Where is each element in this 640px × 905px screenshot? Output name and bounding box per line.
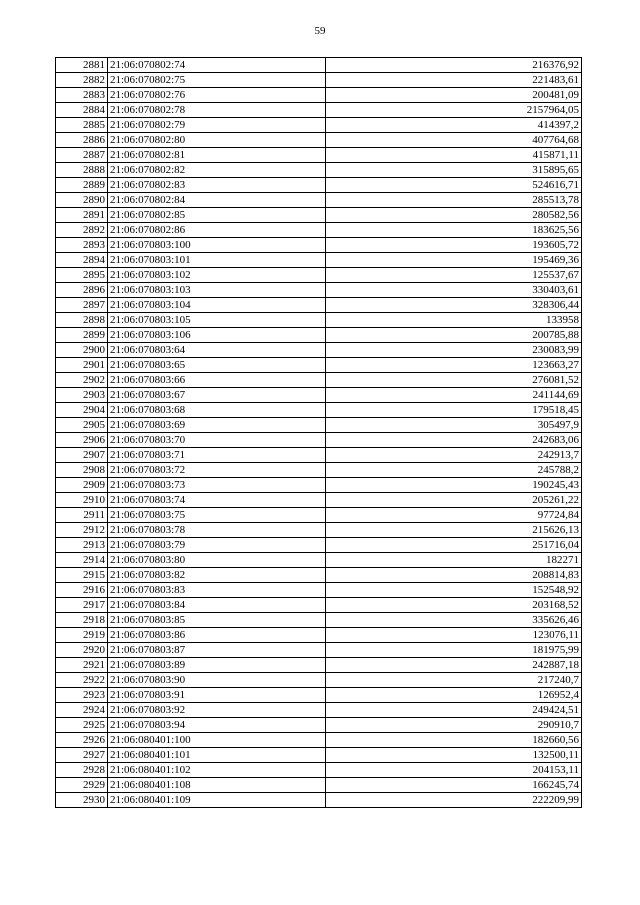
- cadastral-number-cell: 21:06:070803:72: [108, 463, 326, 478]
- table-row: [56, 478, 582, 493]
- row-number-cell: 2920: [56, 643, 108, 658]
- cadastral-number-cell: 21:06:070803:104: [108, 298, 326, 313]
- table-row: [56, 343, 582, 358]
- cadastral-number-cell: 21:06:070803:82: [108, 568, 326, 583]
- table-row: [56, 538, 582, 553]
- cadastral-value-cell: 305497,9: [326, 418, 582, 433]
- row-number-cell: 2928: [56, 763, 108, 778]
- row-number-cell: 2926: [56, 733, 108, 748]
- row-number-cell: 2917: [56, 598, 108, 613]
- cadastral-value-cell: 204153,11: [326, 763, 582, 778]
- cadastral-value-cell: 285513,78: [326, 193, 582, 208]
- cadastral-number-cell: 21:06:070803:65: [108, 358, 326, 373]
- cadastral-value-cell: 328306,44: [326, 298, 582, 313]
- cadastral-value-cell: 280582,56: [326, 208, 582, 223]
- cadastral-value-cell: 276081,52: [326, 373, 582, 388]
- cadastral-value-table: [55, 57, 582, 808]
- table-row: [56, 688, 582, 703]
- table-row: [56, 328, 582, 343]
- cadastral-value-cell: 190245,43: [326, 478, 582, 493]
- row-number-cell: 2924: [56, 703, 108, 718]
- cadastral-value-cell: 166245,74: [326, 778, 582, 793]
- cadastral-value-cell: 414397,2: [326, 118, 582, 133]
- row-number-cell: 2888: [56, 163, 108, 178]
- row-number-cell: 2899: [56, 328, 108, 343]
- cadastral-number-cell: 21:06:070802:86: [108, 223, 326, 238]
- table-row: [56, 88, 582, 103]
- cadastral-value-cell: 215626,13: [326, 523, 582, 538]
- cadastral-number-cell: 21:06:070802:80: [108, 133, 326, 148]
- row-number-cell: 2884: [56, 103, 108, 118]
- table-row: [56, 253, 582, 268]
- row-number-cell: 2883: [56, 88, 108, 103]
- row-number-cell: 2911: [56, 508, 108, 523]
- row-number-cell: 2905: [56, 418, 108, 433]
- table-row: [56, 448, 582, 463]
- cadastral-number-cell: 21:06:070803:85: [108, 613, 326, 628]
- row-number-cell: 2893: [56, 238, 108, 253]
- row-number-cell: 2906: [56, 433, 108, 448]
- cadastral-number-cell: 21:06:070803:103: [108, 283, 326, 298]
- row-number-cell: 2925: [56, 718, 108, 733]
- table-body: [56, 58, 582, 808]
- cadastral-number-cell: 21:06:070803:73: [108, 478, 326, 493]
- table-row: [56, 703, 582, 718]
- table-row: [56, 73, 582, 88]
- table-row: [56, 223, 582, 238]
- cadastral-value-cell: 179518,45: [326, 403, 582, 418]
- table-row: [56, 643, 582, 658]
- cadastral-number-cell: 21:06:070803:102: [108, 268, 326, 283]
- cadastral-number-cell: 21:06:070802:82: [108, 163, 326, 178]
- table-row: [56, 673, 582, 688]
- table-row: [56, 793, 582, 808]
- row-number-cell: 2898: [56, 313, 108, 328]
- cadastral-number-cell: 21:06:070802:85: [108, 208, 326, 223]
- table-row: [56, 733, 582, 748]
- row-number-cell: 2916: [56, 583, 108, 598]
- table-row: [56, 103, 582, 118]
- row-number-cell: 2912: [56, 523, 108, 538]
- row-number-cell: 2914: [56, 553, 108, 568]
- cadastral-number-cell: 21:06:070803:69: [108, 418, 326, 433]
- cadastral-number-cell: 21:06:070803:101: [108, 253, 326, 268]
- row-number-cell: 2903: [56, 388, 108, 403]
- cadastral-value-cell: 290910,7: [326, 718, 582, 733]
- cadastral-number-cell: 21:06:070803:67: [108, 388, 326, 403]
- cadastral-value-cell: 242913,7: [326, 448, 582, 463]
- row-number-cell: 2907: [56, 448, 108, 463]
- row-number-cell: 2901: [56, 358, 108, 373]
- table-row: [56, 373, 582, 388]
- cadastral-value-cell: 407764,68: [326, 133, 582, 148]
- cadastral-number-cell: 21:06:080401:102: [108, 763, 326, 778]
- row-number-cell: 2918: [56, 613, 108, 628]
- cadastral-value-cell: 133958: [326, 313, 582, 328]
- row-number-cell: 2921: [56, 658, 108, 673]
- table-row: [56, 193, 582, 208]
- cadastral-value-cell: 152548,92: [326, 583, 582, 598]
- cadastral-number-cell: 21:06:080401:101: [108, 748, 326, 763]
- table-row: [56, 718, 582, 733]
- table-row: [56, 178, 582, 193]
- cadastral-number-cell: 21:06:070803:74: [108, 493, 326, 508]
- cadastral-value-cell: 217240,7: [326, 673, 582, 688]
- row-number-cell: 2919: [56, 628, 108, 643]
- table-row: [56, 763, 582, 778]
- row-number-cell: 2887: [56, 148, 108, 163]
- cadastral-value-cell: 181975,99: [326, 643, 582, 658]
- cadastral-value-cell: 222209,99: [326, 793, 582, 808]
- cadastral-number-cell: 21:06:070803:94: [108, 718, 326, 733]
- row-number-cell: 2882: [56, 73, 108, 88]
- table-row: [56, 403, 582, 418]
- cadastral-value-cell: 193605,72: [326, 238, 582, 253]
- cadastral-number-cell: 21:06:070803:80: [108, 553, 326, 568]
- page-number: 59: [314, 25, 326, 37]
- cadastral-number-cell: 21:06:080401:109: [108, 793, 326, 808]
- table-row: [56, 493, 582, 508]
- cadastral-number-cell: 21:06:070802:79: [108, 118, 326, 133]
- table-row: [56, 238, 582, 253]
- cadastral-value-cell: 200481,09: [326, 88, 582, 103]
- table-row: [56, 268, 582, 283]
- cadastral-value-cell: 241144,69: [326, 388, 582, 403]
- table-row: [56, 163, 582, 178]
- table-row: [56, 208, 582, 223]
- cadastral-value-cell: 216376,92: [326, 58, 582, 73]
- table-row: [56, 58, 582, 73]
- row-number-cell: 2909: [56, 478, 108, 493]
- cadastral-value-cell: 2157964,05: [326, 103, 582, 118]
- table-row: [56, 388, 582, 403]
- cadastral-value-cell: 330403,61: [326, 283, 582, 298]
- cadastral-number-cell: 21:06:070803:91: [108, 688, 326, 703]
- cadastral-number-cell: 21:06:070802:78: [108, 103, 326, 118]
- cadastral-value-cell: 249424,51: [326, 703, 582, 718]
- cadastral-number-cell: 21:06:070803:100: [108, 238, 326, 253]
- row-number-cell: 2913: [56, 538, 108, 553]
- table-row: [56, 298, 582, 313]
- cadastral-value-cell: 205261,22: [326, 493, 582, 508]
- row-number-cell: 2915: [56, 568, 108, 583]
- row-number-cell: 2927: [56, 748, 108, 763]
- cadastral-value-cell: 415871,11: [326, 148, 582, 163]
- table-row: [56, 358, 582, 373]
- cadastral-number-cell: 21:06:070803:71: [108, 448, 326, 463]
- table-row: [56, 778, 582, 793]
- cadastral-value-cell: 126952,4: [326, 688, 582, 703]
- cadastral-number-cell: 21:06:070802:84: [108, 193, 326, 208]
- row-number-cell: 2922: [56, 673, 108, 688]
- table-row: [56, 418, 582, 433]
- cadastral-number-cell: 21:06:070803:78: [108, 523, 326, 538]
- cadastral-number-cell: 21:06:070802:83: [108, 178, 326, 193]
- cadastral-number-cell: 21:06:070803:87: [108, 643, 326, 658]
- cadastral-value-cell: 203168,52: [326, 598, 582, 613]
- row-number-cell: 2895: [56, 268, 108, 283]
- table-row: [56, 463, 582, 478]
- cadastral-number-cell: 21:06:070803:68: [108, 403, 326, 418]
- cadastral-number-cell: 21:06:070803:64: [108, 343, 326, 358]
- cadastral-number-cell: 21:06:070803:70: [108, 433, 326, 448]
- cadastral-number-cell: 21:06:080401:108: [108, 778, 326, 793]
- cadastral-value-cell: 97724,84: [326, 508, 582, 523]
- row-number-cell: 2908: [56, 463, 108, 478]
- cadastral-value-cell: 251716,04: [326, 538, 582, 553]
- cadastral-number-cell: 21:06:070803:105: [108, 313, 326, 328]
- cadastral-value-cell: 200785,88: [326, 328, 582, 343]
- cadastral-value-cell: 208814,83: [326, 568, 582, 583]
- cadastral-value-cell: 245788,2: [326, 463, 582, 478]
- row-number-cell: 2923: [56, 688, 108, 703]
- row-number-cell: 2902: [56, 373, 108, 388]
- cadastral-value-cell: 524616,71: [326, 178, 582, 193]
- cadastral-number-cell: 21:06:070803:83: [108, 583, 326, 598]
- cadastral-number-cell: 21:06:070803:75: [108, 508, 326, 523]
- cadastral-value-cell: 123663,27: [326, 358, 582, 373]
- table-row: [56, 313, 582, 328]
- table-row: [56, 658, 582, 673]
- cadastral-number-cell: 21:06:070803:66: [108, 373, 326, 388]
- row-number-cell: 2885: [56, 118, 108, 133]
- row-number-cell: 2897: [56, 298, 108, 313]
- cadastral-number-cell: 21:06:070803:90: [108, 673, 326, 688]
- cadastral-value-cell: 242683,06: [326, 433, 582, 448]
- table-row: [56, 508, 582, 523]
- cadastral-number-cell: 21:06:070802:74: [108, 58, 326, 73]
- cadastral-number-cell: 21:06:070803:92: [108, 703, 326, 718]
- cadastral-value-cell: 182271: [326, 553, 582, 568]
- cadastral-value-cell: 221483,61: [326, 73, 582, 88]
- table-row: [56, 628, 582, 643]
- row-number-cell: 2930: [56, 793, 108, 808]
- row-number-cell: 2894: [56, 253, 108, 268]
- table-row: [56, 433, 582, 448]
- table-row: [56, 598, 582, 613]
- row-number-cell: 2896: [56, 283, 108, 298]
- cadastral-value-cell: 123076,11: [326, 628, 582, 643]
- cadastral-value-cell: 125537,67: [326, 268, 582, 283]
- cadastral-value-cell: 195469,36: [326, 253, 582, 268]
- cadastral-number-cell: 21:06:070803:84: [108, 598, 326, 613]
- table-row: [56, 613, 582, 628]
- cadastral-value-cell: 335626,46: [326, 613, 582, 628]
- row-number-cell: 2891: [56, 208, 108, 223]
- cadastral-number-cell: 21:06:070803:86: [108, 628, 326, 643]
- row-number-cell: 2889: [56, 178, 108, 193]
- table-row: [56, 748, 582, 763]
- cadastral-number-cell: 21:06:070802:81: [108, 148, 326, 163]
- cadastral-value-cell: 230083,99: [326, 343, 582, 358]
- table-row: [56, 523, 582, 538]
- cadastral-value-cell: 183625,56: [326, 223, 582, 238]
- row-number-cell: 2929: [56, 778, 108, 793]
- cadastral-number-cell: 21:06:070803:79: [108, 538, 326, 553]
- cadastral-value-cell: 242887,18: [326, 658, 582, 673]
- table-row: [56, 148, 582, 163]
- cadastral-value-cell: 182660,56: [326, 733, 582, 748]
- row-number-cell: 2904: [56, 403, 108, 418]
- row-number-cell: 2881: [56, 58, 108, 73]
- row-number-cell: 2910: [56, 493, 108, 508]
- row-number-cell: 2900: [56, 343, 108, 358]
- table-row: [56, 553, 582, 568]
- table-row: [56, 133, 582, 148]
- cadastral-number-cell: 21:06:070803:106: [108, 328, 326, 343]
- table-row: [56, 568, 582, 583]
- cadastral-number-cell: 21:06:070802:75: [108, 73, 326, 88]
- row-number-cell: 2886: [56, 133, 108, 148]
- row-number-cell: 2892: [56, 223, 108, 238]
- table-row: [56, 283, 582, 298]
- table-row: [56, 118, 582, 133]
- cadastral-value-cell: 132500,11: [326, 748, 582, 763]
- table-row: [56, 583, 582, 598]
- cadastral-value-cell: 315895,65: [326, 163, 582, 178]
- row-number-cell: 2890: [56, 193, 108, 208]
- cadastral-number-cell: 21:06:070802:76: [108, 88, 326, 103]
- cadastral-number-cell: 21:06:070803:89: [108, 658, 326, 673]
- cadastral-number-cell: 21:06:080401:100: [108, 733, 326, 748]
